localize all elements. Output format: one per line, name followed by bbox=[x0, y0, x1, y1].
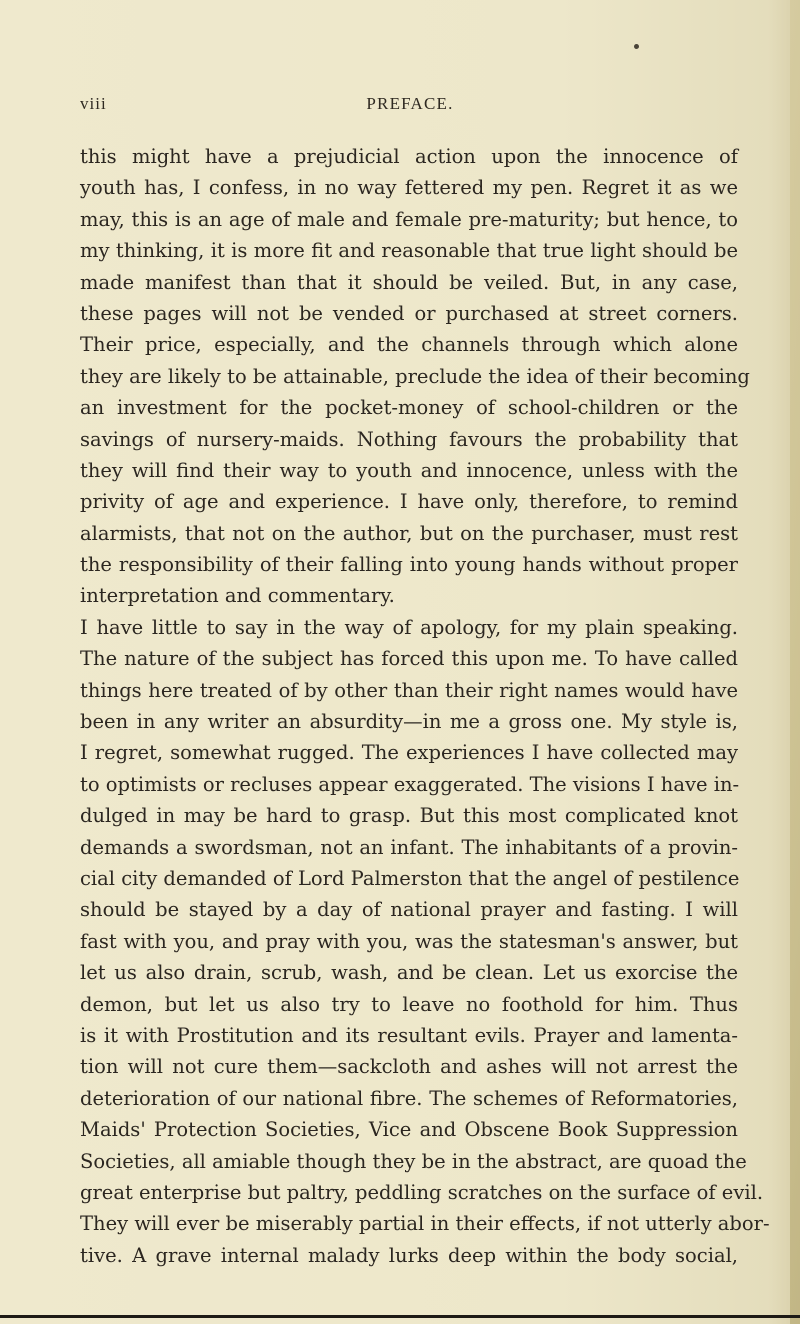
text-line: demands a swordsman, not an infant. The inhabitants of a provin- bbox=[80, 835, 738, 859]
text-line: to optimists or recluses appear exaggerated. The visions I have in- bbox=[80, 772, 740, 796]
text-line: I regret, somewhat rugged. The experiences I have collected may bbox=[80, 741, 738, 765]
text-line: dulged in may be hard to grasp. But this most complicated knot bbox=[80, 804, 738, 828]
bottom-border bbox=[0, 1315, 800, 1318]
body-text bbox=[80, 141, 770, 1271]
text-line: youth has, I confess, in no way fettered my pen. Regret it as we bbox=[80, 176, 738, 200]
ink-speck bbox=[634, 44, 639, 49]
running-title: PREFACE. bbox=[366, 94, 454, 113]
text-line: fast with you, and pray with you, was the statesman's answer, but bbox=[80, 929, 738, 953]
page-header bbox=[80, 94, 740, 118]
text-line: They will ever be miserably partial in their effects, if not utterly abor- bbox=[80, 1212, 770, 1236]
text-line: the responsibility of their falling into young hands without proper bbox=[80, 553, 738, 577]
text-line: my thinking, it is more fit and reasonable that true light should be bbox=[80, 239, 738, 263]
text-line: deterioration of our national fibre. The schemes of Reformatories, bbox=[80, 1086, 738, 1110]
paragraph-end-line: interpretation and commentary. bbox=[80, 584, 395, 608]
text-line: Maids' Protection Societies, Vice and Obscene Book Suppression bbox=[80, 1118, 738, 1142]
text-line: made manifest than that it should be veiled. But, in any case, bbox=[80, 270, 738, 294]
text-line: they will find their way to youth and innocence, unless with the bbox=[80, 458, 738, 482]
text-line: an investment for the pocket-money of school-children or the bbox=[80, 396, 738, 420]
text-line: Their price, especially, and the channels through which alone bbox=[80, 333, 738, 357]
text-line: tive. A grave internal malady lurks deep within the body social, bbox=[80, 1243, 738, 1267]
text-line: Societies, all amiable though they be in the abstract, are quoad the bbox=[80, 1149, 747, 1173]
text-line: been in any writer an absurdity—in me a gross one. My style is, bbox=[80, 710, 738, 734]
text-line: they are likely to be attainable, preclude the idea of their becoming bbox=[80, 364, 750, 388]
text-line: privity of age and experience. I have only, therefore, to remind bbox=[80, 490, 738, 514]
text-line: these pages will not be vended or purchased at street corners. bbox=[80, 301, 738, 325]
text-line: is it with Prostitution and its resultant evils. Prayer and lamenta- bbox=[80, 1023, 738, 1047]
text-line: this might have a prejudicial action upon the innocence of bbox=[80, 145, 738, 168]
text-line: The nature of the subject has forced this upon me. To have called bbox=[80, 647, 738, 671]
text-line: demon, but let us also try to leave no foothold for him. Thus bbox=[80, 992, 738, 1016]
text-line: tion will not cure them—sackcloth and ashes will not arrest the bbox=[80, 1055, 738, 1079]
text-line: should be stayed by a day of national prayer and fasting. I will bbox=[80, 898, 738, 922]
text-line: may, this is an age of male and female pre-maturity; but hence, to bbox=[80, 207, 738, 231]
page-edge-shadow bbox=[790, 0, 800, 1324]
paragraph-start-line: I have little to say in the way of apology, for my plain speaking. bbox=[80, 615, 738, 639]
page-number: viii bbox=[80, 94, 107, 113]
text-line: savings of nursery-maids. Nothing favours the probability that bbox=[80, 427, 738, 451]
text-line: great enterprise but paltry, peddling scratches on the surface of evil. bbox=[80, 1180, 764, 1204]
text-line: cial city demanded of Lord Palmerston that the angel of pestilence bbox=[80, 866, 740, 890]
text-line: things here treated of by other than their right names would have bbox=[80, 678, 738, 702]
text-line: let us also drain, scrub, wash, and be clean. Let us exorcise the bbox=[80, 961, 738, 985]
text-line: alarmists, that not on the author, but on the purchaser, must rest bbox=[80, 521, 738, 545]
